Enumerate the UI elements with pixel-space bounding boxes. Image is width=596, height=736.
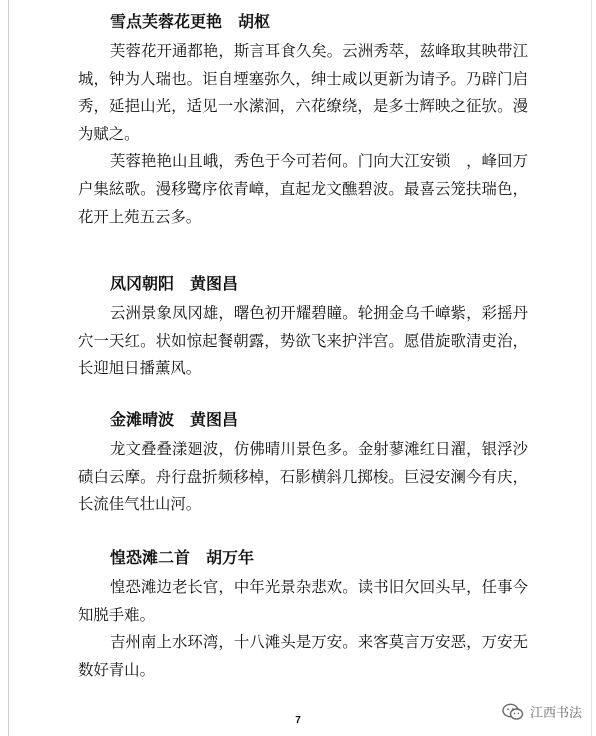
poem-title: 凤冈朝阳 黄图昌 bbox=[110, 274, 239, 293]
right-margin-rule bbox=[591, 0, 592, 736]
wechat-icon bbox=[502, 703, 524, 721]
watermark-text: 江西书法 bbox=[529, 706, 582, 721]
poem-paragraph: 芙蓉花开通都艳，斯言耳食久矣。云洲秀萃，兹峰取其映带江城，钟为人瑞也。讵自堙塞弥久，绅士咸以更新为请予。乃辟门启秀，延挹山光，适见一水潆洄，六花缭绕，是多士辉映之征欤。漫为赋之。 bbox=[78, 42, 528, 143]
poem-paragraph: 惶恐滩边老长官，中年光景杂悲欢。读书旧欠回头早，任事今知脱手难。 bbox=[78, 578, 528, 624]
page-number: 7 bbox=[295, 715, 301, 726]
poem-section bbox=[78, 10, 528, 231]
poem-section bbox=[78, 272, 528, 383]
poem-paragraph: 云洲景象凤冈雄，曙色初开耀碧瞳。轮拥金乌千嶂紫，彩摇丹穴一天红。状如惊起餐朝露，势欲飞来护泮宫。愿借旋歌清吏治，长迎旭日播薰风。 bbox=[78, 304, 528, 378]
poem-paragraph: 芙蓉艳艳山且峨，秀色于今可若何。门向大江安锁 ，峰回万户集絃歌。漫移鹭序依青嶂，直起龙文醮碧波。最喜云笼扶瑞色，花开上苑五云多。 bbox=[78, 152, 528, 226]
watermark bbox=[502, 702, 582, 721]
poem-section bbox=[78, 408, 528, 519]
poem-title: 雪点芙蓉花更艳 胡枢 bbox=[110, 12, 271, 31]
poem-paragraph: 龙文叠叠漾廻波，仿佛晴川景色多。金射蓼滩红日濯，银浮沙碛白云摩。舟行盘折频移棹，石影横斜几掷梭。巨浸安澜今有庆，长流佳气壮山河。 bbox=[78, 440, 528, 514]
poem-paragraph: 吉州南上水环湾，十八滩头是万安。来客莫言万安恶，万安无数好青山。 bbox=[78, 633, 528, 679]
poem-title: 金滩晴波 黄图昌 bbox=[110, 410, 239, 429]
poem-title: 惶恐滩二首 胡万年 bbox=[110, 548, 255, 567]
poem-section bbox=[78, 546, 528, 684]
left-margin-rule bbox=[8, 0, 9, 736]
